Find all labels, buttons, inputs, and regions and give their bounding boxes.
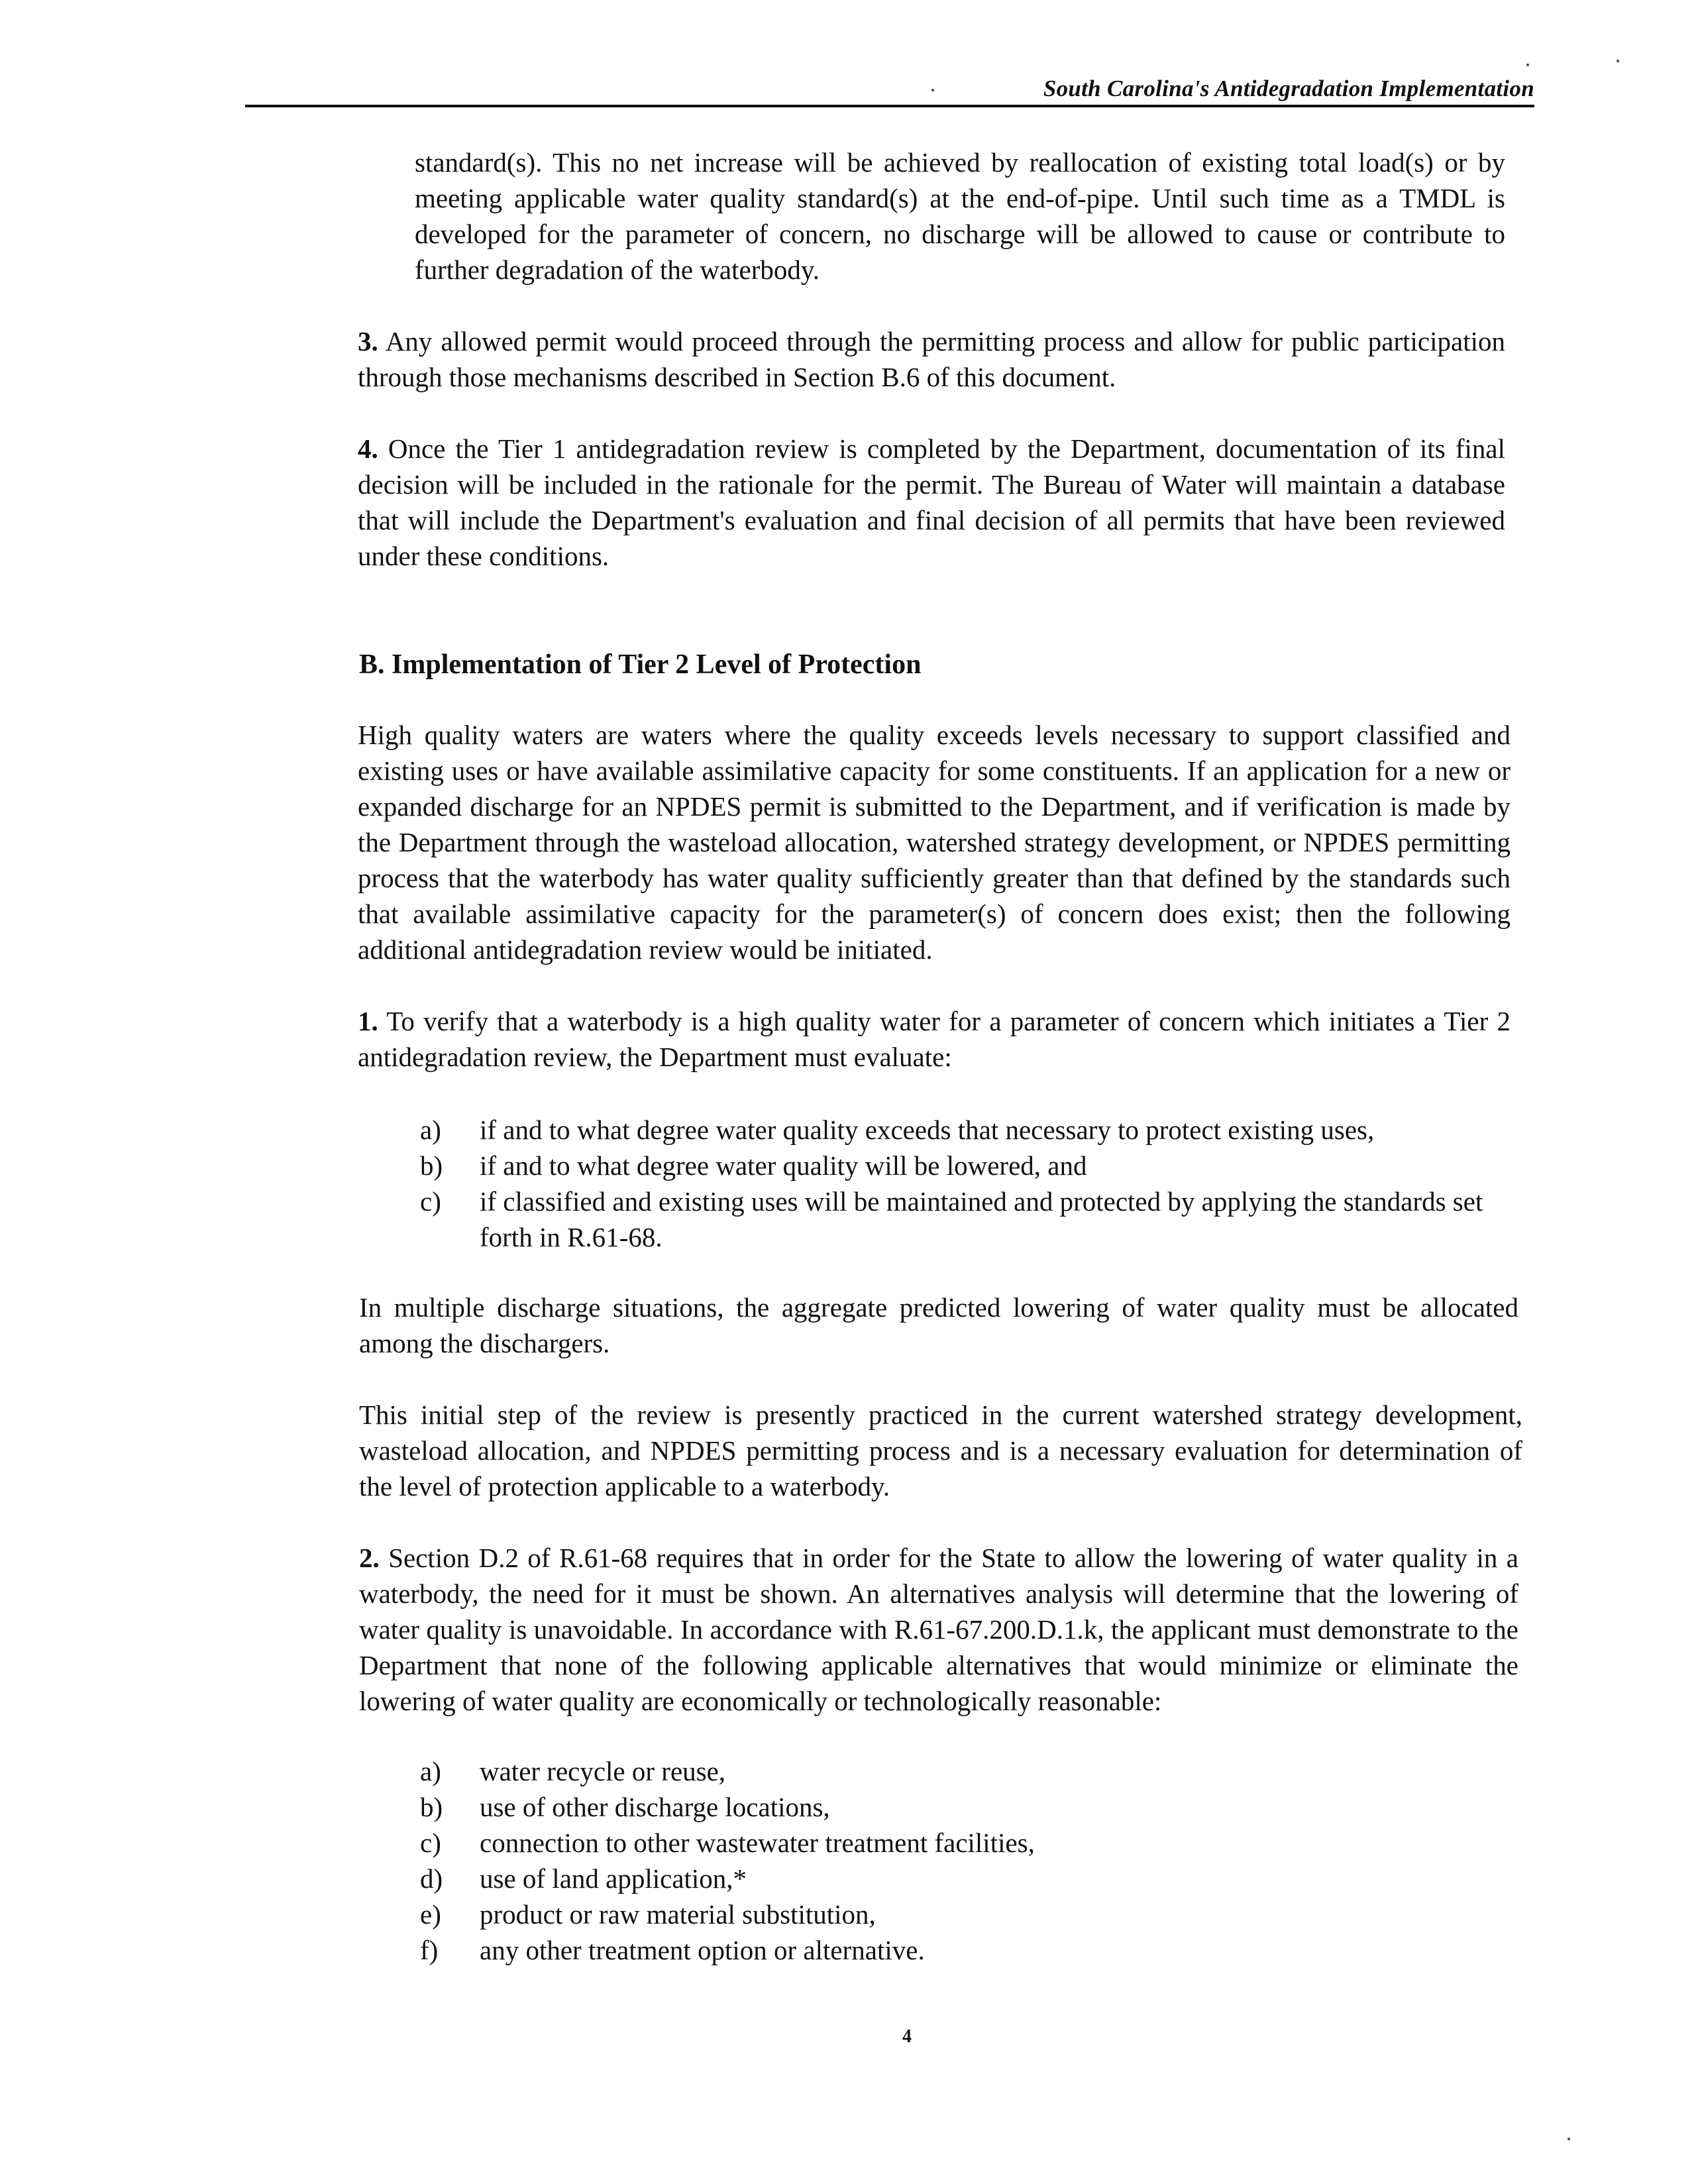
paragraph-item-2: [359, 1540, 1518, 1719]
evaluation-list: [420, 1112, 1520, 1255]
list-item: [420, 1825, 1414, 1861]
paragraph-text: To verify that a waterbody is a high quality water for a parameter of concern which initiates a Tier 2 antidegradation review, the Department must evaluate:: [358, 1006, 1510, 1072]
list-marker: e): [420, 1899, 441, 1930]
paragraph-item-3: [358, 323, 1505, 395]
paragraph-text: Section D.2 of R.61-68 requires that in order for the State to allow the lowering of water quality in a waterbody, the need for it must be shown. An alternatives analysis will determine that the lowering of water quality is unavoidable. In accordance with R.61-67.200.D.1.k, the applicant must demonstrate to the Department that none of the following applicable alternatives that would minimize or eliminate the lowering of water quality are economically or technologically reasonable:: [359, 1543, 1519, 1716]
paragraph-text: Once the Tier 1 antidegradation review is completed by the Department, documentation of its final decision will be included in the rationale for the permit. The Bureau of Water will maintain a database that will include the Department's evaluation and final decision of all permits that have been reviewed under these conditions.: [358, 433, 1505, 571]
list-marker: a): [420, 1115, 441, 1145]
list-marker: b): [420, 1150, 443, 1181]
list-item-text: connection to other wastewater treatment facilities,: [480, 1828, 1035, 1858]
list-marker: c): [420, 1828, 441, 1858]
item-number: 2.: [359, 1543, 380, 1573]
list-marker: d): [420, 1863, 443, 1894]
paragraph-item-4: [358, 431, 1505, 574]
list-item: [420, 1896, 1414, 1932]
list-item: [420, 1753, 1414, 1789]
paragraph-standards: standard(s). This no net increase will be achieved by reallocation of existing total load(s) or by meeting applicable water quality standard(s) at the end-of-pipe. Until such time as a TMDL is developed for the parameter of concern, no discharge will be allowed to cause or contribute to further degradation of the waterbody.: [415, 147, 1505, 285]
list-item-text: any other treatment option or alternative.: [480, 1935, 925, 1965]
list-item: [420, 1861, 1414, 1896]
list-marker: a): [420, 1756, 441, 1786]
item-number: 3.: [358, 326, 378, 356]
list-item: [420, 1148, 1520, 1183]
scan-speck: [1526, 64, 1529, 66]
paragraph-multiple-discharge: In multiple discharge situations, the aggregate predicted lowering of water quality must be allocated among the dischargers.: [359, 1292, 1518, 1358]
page-number: 4: [902, 2026, 912, 2047]
paragraph-text: Any allowed permit would proceed through the permitting process and allow for public participation through those mechanisms described in Section B.6 of this document.: [358, 326, 1505, 392]
list-item-text: water recycle or reuse,: [480, 1756, 726, 1786]
list-marker: b): [420, 1792, 443, 1822]
list-item: [420, 1183, 1520, 1255]
scan-speck: [1567, 2138, 1570, 2140]
list-item-text: product or raw material substitution,: [480, 1899, 876, 1930]
list-item: [420, 1932, 1414, 1968]
scan-speck: [1616, 60, 1619, 62]
list-item-text: if and to what degree water quality will be lowered, and: [480, 1150, 1087, 1181]
list-marker: f): [420, 1935, 439, 1965]
list-item-text: if and to what degree water quality exceeds that necessary to protect existing uses,: [480, 1115, 1375, 1145]
list-item-text: use of other discharge locations,: [480, 1792, 830, 1822]
header-rule: [245, 105, 1534, 107]
item-number: 1.: [358, 1006, 378, 1036]
list-marker: c): [420, 1186, 441, 1217]
paragraph-initial-step: This initial step of the review is presently practiced in the current watershed strategy development, wasteload allocation, and NPDES permitting process and is a necessary evaluation for determination of the level of protection applicable to a waterbody.: [359, 1399, 1522, 1502]
list-item-text: if classified and existing uses will be maintained and protected by applying the standards set forth in R.61-68.: [480, 1186, 1483, 1252]
scan-speck: [931, 89, 934, 91]
list-item: [420, 1789, 1414, 1825]
paragraph-item-1: [358, 1003, 1510, 1075]
list-item: [420, 1112, 1520, 1148]
section-heading: B. Implementation of Tier 2 Level of Protection: [359, 649, 922, 680]
running-header-title: South Carolina's Antidegradation Implementation: [1043, 76, 1534, 101]
list-item-text: use of land application,*: [480, 1863, 747, 1894]
paragraph-high-quality-waters: High quality waters are waters where the quality exceeds levels necessary to support classified and existing uses or have available assimilative capacity for some constituents. If an application for a new or expanded discharge for an NPDES permit is submitted to the Department, and if verification is made by the Department through the wasteload allocation, watershed strategy development, or NPDES permitting process that the waterbody has water quality sufficiently greater than that defined by the standards such that available assimilative capacity for the parameter(s) of concern does exist; then the following additional antidegradation review would be initiated.: [358, 720, 1510, 965]
item-number: 4.: [358, 433, 378, 464]
alternatives-list: [420, 1753, 1414, 1968]
